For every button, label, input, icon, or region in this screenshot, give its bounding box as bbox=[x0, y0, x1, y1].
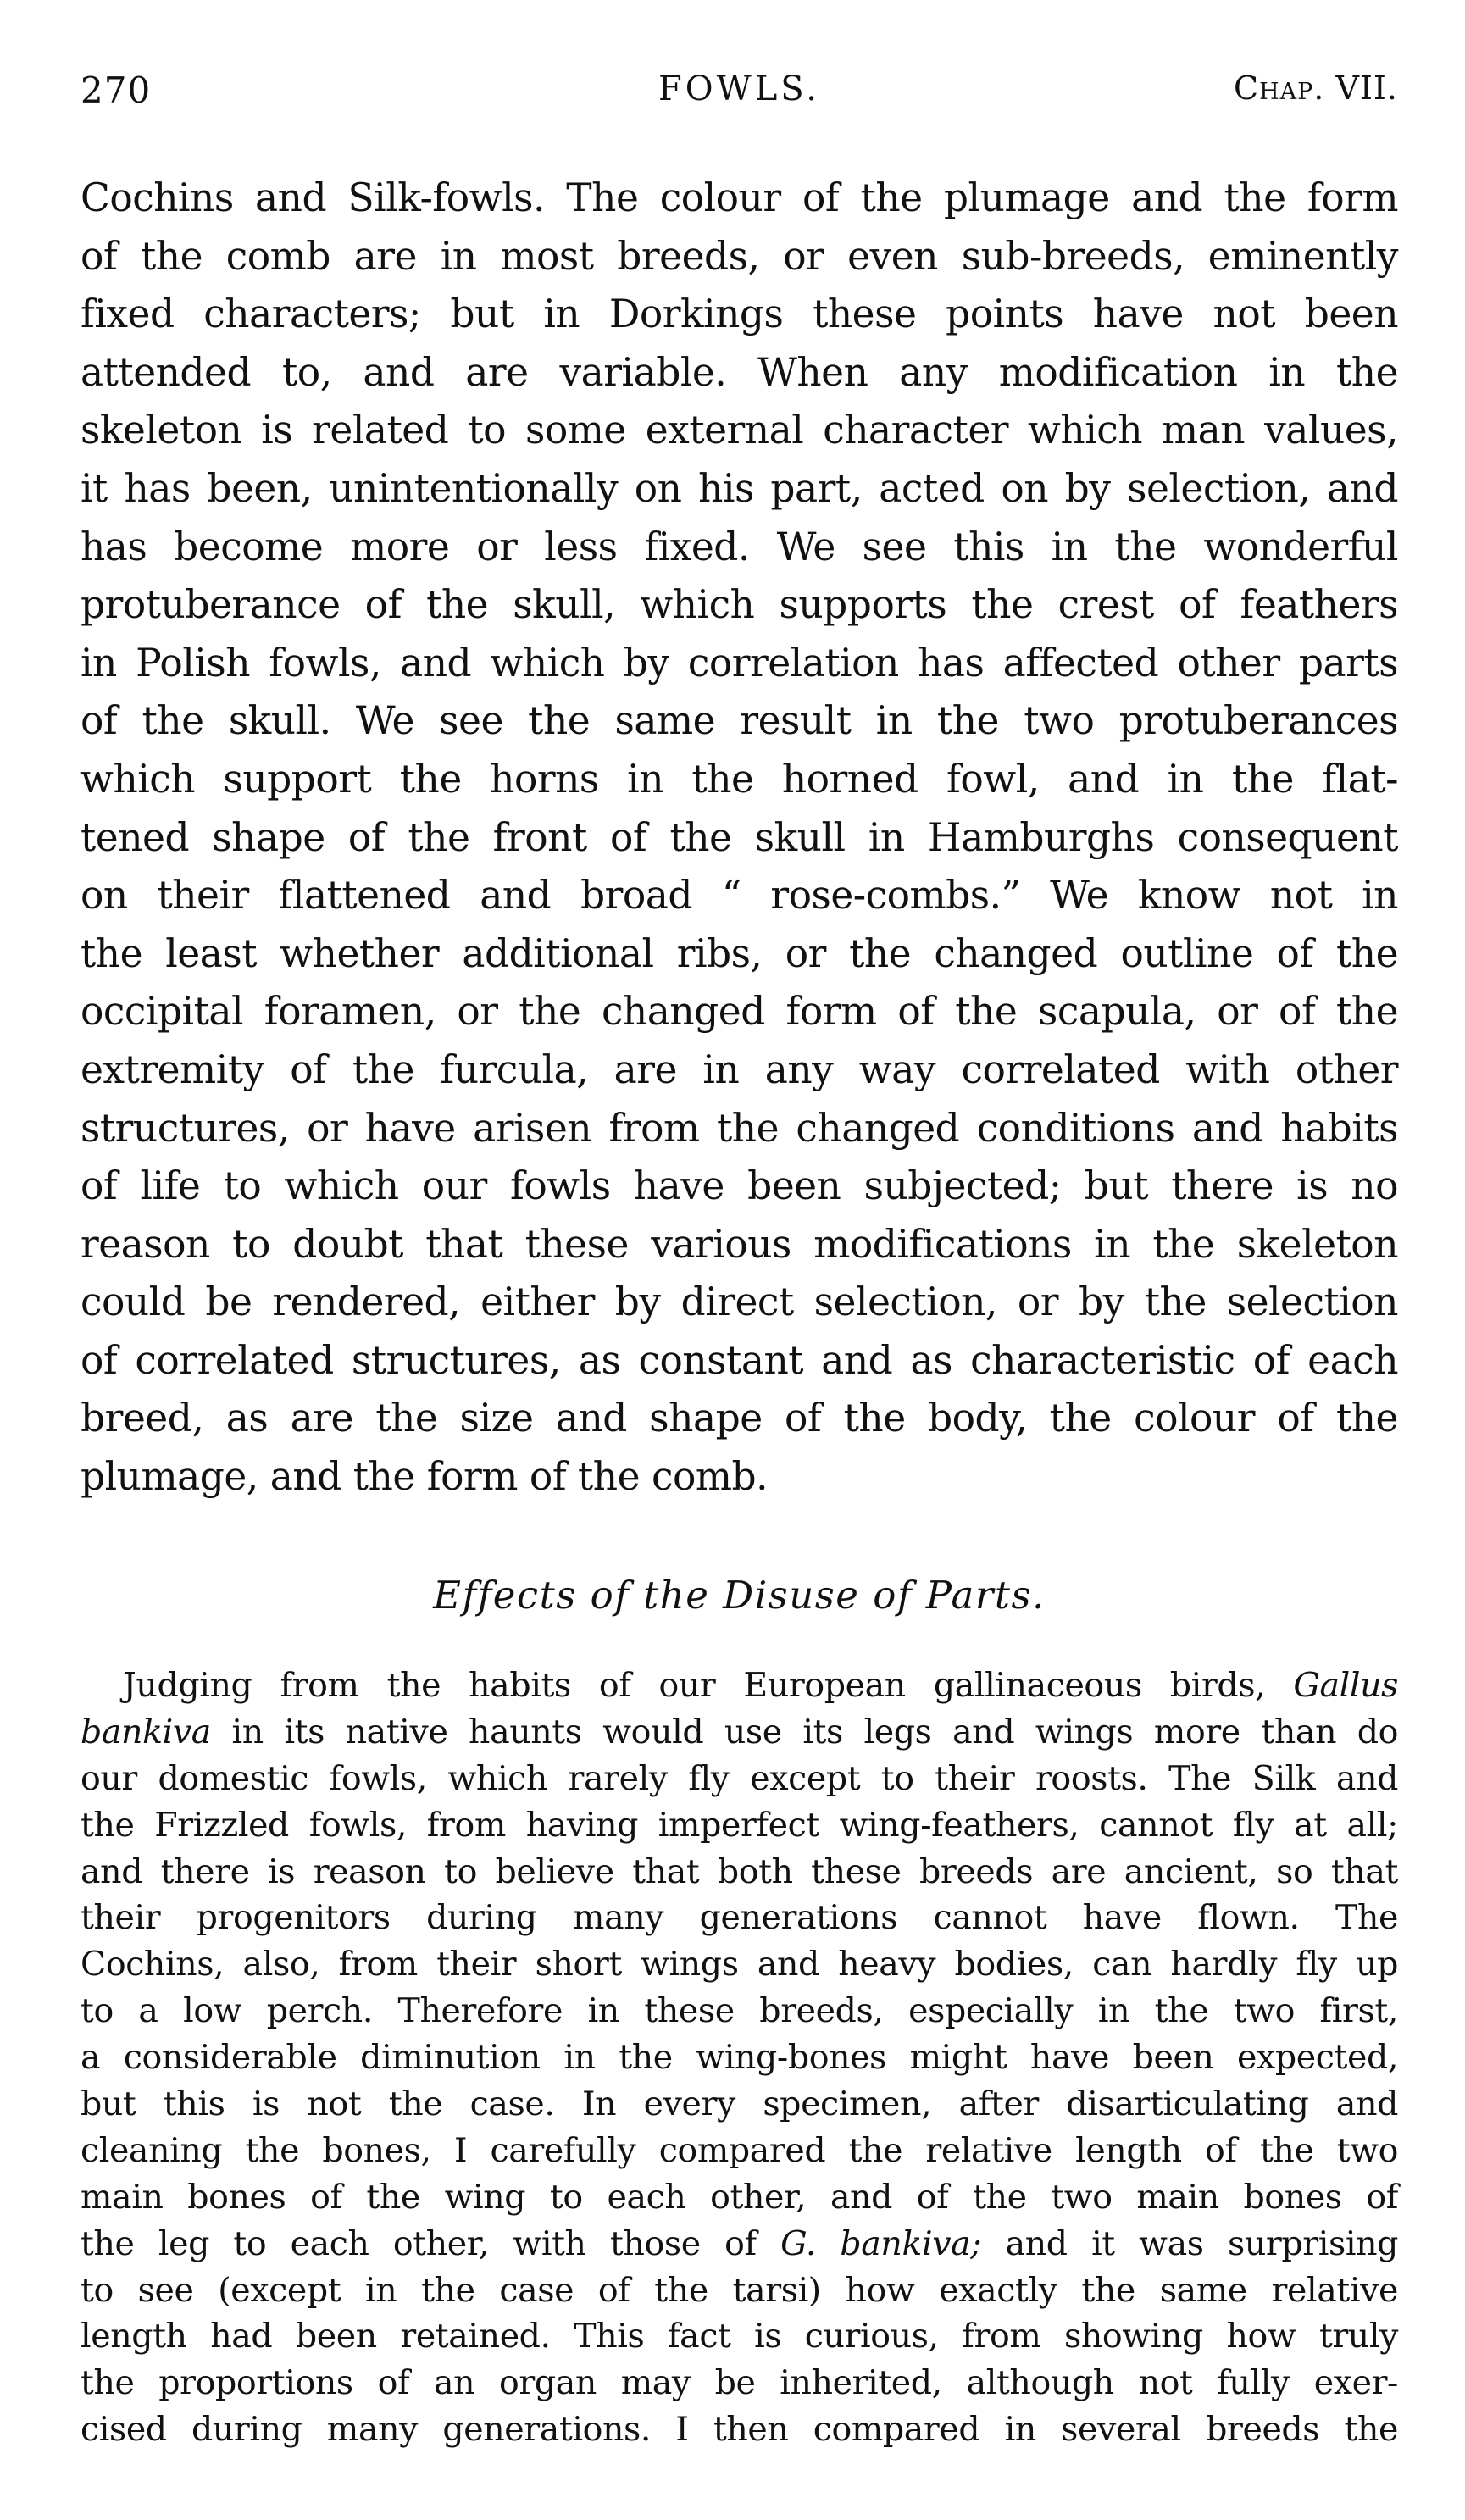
text-line: Cochins, also, from their short wings and heavy bodies, can hardly fly up bbox=[80, 1945, 1398, 1984]
text-line: Cochins and Silk-fowls. The colour of the plumage and the form bbox=[80, 175, 1398, 220]
text-line: occipital foramen, or the changed form of the scapula, or of the bbox=[80, 989, 1398, 1035]
text-segment: and it was surprising bbox=[1005, 2223, 1399, 2263]
running-title: FOWLS. bbox=[658, 69, 820, 108]
text-line: protuberance of the skull, which supports the crest of feathers bbox=[80, 582, 1398, 628]
text-line: extremity of the furcula, are in any way correlated with other bbox=[80, 1046, 1398, 1092]
text-line: length had been retained. This fact is curious, from showing how truly bbox=[80, 2317, 1398, 2356]
main-paragraph bbox=[80, 169, 1398, 1507]
small-print-paragraph bbox=[80, 1662, 1398, 2453]
section-heading: Effects of the Disuse of Parts. bbox=[433, 1573, 1046, 1618]
text-line: attended to, and are variable. When any modification in the bbox=[80, 349, 1398, 395]
text-line: of the skull. We see the same result in the two protuberances bbox=[80, 698, 1398, 744]
running-head bbox=[80, 69, 1398, 120]
text-line: it has been, unintentionally on his part, acted on by selection, and bbox=[80, 465, 1398, 511]
text-line: could be rendered, either by direct selection, or by the selection bbox=[80, 1279, 1398, 1325]
text-segment: Judging from the habits of our European gallinaceous birds, bbox=[123, 1666, 1266, 1705]
page-number: 270 bbox=[80, 69, 152, 111]
text-line: plumage, and the form of the comb. bbox=[80, 1454, 769, 1500]
text-line: cised during many generations. I then compared in several breeds the bbox=[80, 2410, 1398, 2450]
text-line: to a low perch. Therefore in these breeds, especially in the two first, bbox=[80, 1991, 1398, 2031]
text-line: their progenitors during many generations cannot have flown. The bbox=[80, 1898, 1398, 1938]
text-line: but this is not the case. In every specimen, after disarticulating and bbox=[80, 2084, 1398, 2124]
text-line: breed, as are the size and shape of the body, the colour of the bbox=[80, 1396, 1398, 1441]
text-line: has become more or less fixed. We see this in the wonderful bbox=[80, 524, 1398, 569]
text-line: reason to doubt that these various modifications in the skeleton bbox=[80, 1221, 1398, 1267]
text-line: main bones of the wing to each other, and of the two main bones of bbox=[80, 2177, 1398, 2217]
text-line bbox=[80, 1709, 1398, 1756]
text-line: of the comb are in most breeds, or even sub-breeds, eminently bbox=[80, 233, 1398, 279]
text-line: of life to which our fowls have been subjected; but there is no bbox=[80, 1163, 1398, 1209]
text-line: a considerable diminution in the wing-bones might have been expected, bbox=[80, 2038, 1398, 2078]
text-line: the proportions of an organ may be inherited, although not fully exer- bbox=[80, 2363, 1398, 2403]
text-line: which support the horns in the horned fowl, and in the flat- bbox=[80, 756, 1398, 802]
species-name: G. bankiva; bbox=[780, 2223, 982, 2263]
text-line: our domestic fowls, which rarely fly except to their roosts. The Silk and bbox=[80, 1758, 1398, 1798]
text-line bbox=[80, 1662, 1398, 1709]
text-line: the Frizzled fowls, from having imperfect wing-feathers, cannot fly at all; bbox=[80, 1805, 1398, 1845]
text-line: the least whether additional ribs, or the changed outline of the bbox=[80, 930, 1398, 976]
text-line: cleaning the bones, I carefully compared the relative length of the two bbox=[80, 2130, 1398, 2170]
text-line: fixed characters; but in Dorkings these points have not been bbox=[80, 291, 1398, 337]
text-line: to see (except in the case of the tarsi) how exactly the same relative bbox=[80, 2270, 1398, 2310]
text-line: on their flattened and broad “ rose-combs.” We know not in bbox=[80, 873, 1398, 919]
text-line: and there is reason to believe that both these breeds are ancient, so that bbox=[80, 1851, 1398, 1891]
chapter-label: Chap. VII. bbox=[1234, 69, 1398, 107]
text-line: structures, or have arisen from the changed conditions and habits bbox=[80, 1105, 1398, 1151]
text-line bbox=[80, 2221, 1398, 2267]
text-segment: in its native haunts would use its legs and wings more than do bbox=[231, 1712, 1398, 1751]
species-name: Gallus bbox=[1293, 1666, 1399, 1705]
text-line: skeleton is related to some external character which man values, bbox=[80, 408, 1398, 453]
text-line: in Polish fowls, and which by correlation has affected other parts bbox=[80, 640, 1398, 686]
text-segment: the leg to each other, with those of bbox=[80, 2223, 757, 2263]
text-line: of correlated structures, as constant and as characteristic of each bbox=[80, 1337, 1398, 1383]
species-name: bankiva bbox=[80, 1712, 211, 1751]
text-line: tened shape of the front of the skull in Hamburghs consequent bbox=[80, 814, 1398, 860]
